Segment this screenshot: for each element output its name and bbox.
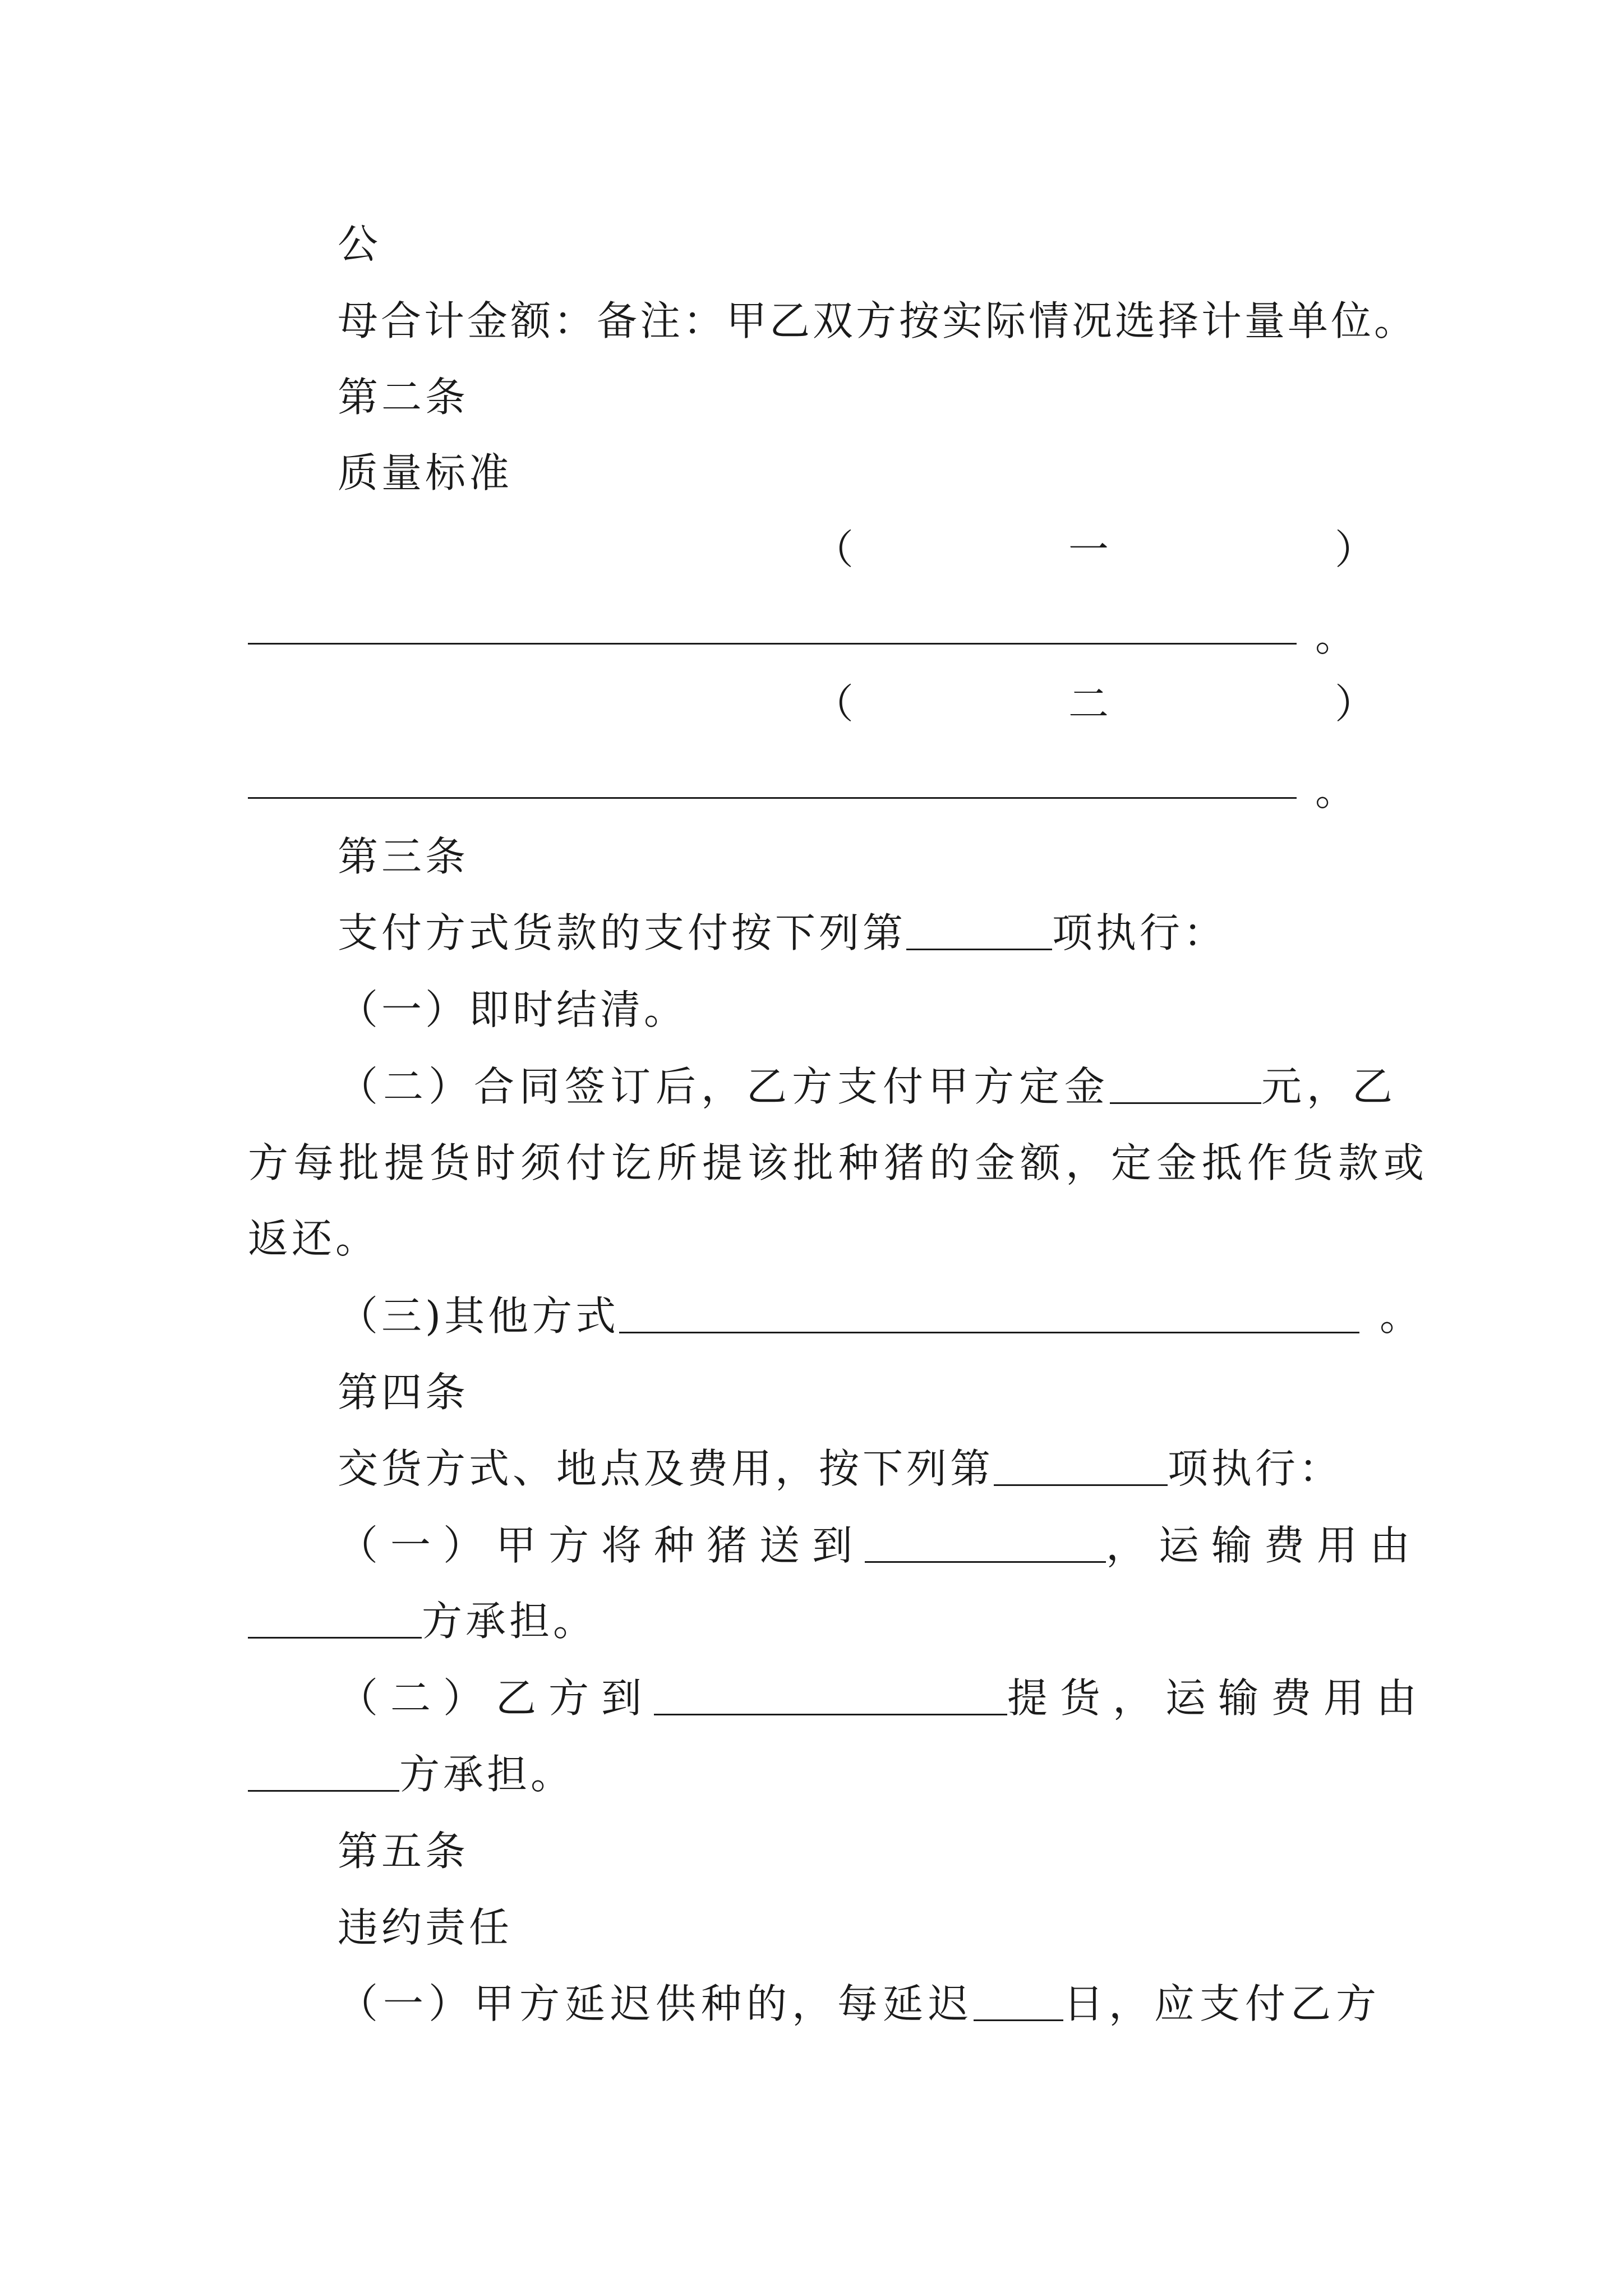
payment-option-2 (338, 1059, 1398, 1115)
quality-item-2-number (1068, 676, 1109, 732)
quality-item-2-close-paren (1335, 676, 1375, 732)
delivery-option-1-text-end: ，运输费用由 (1106, 1522, 1423, 1569)
payment-option-blank[interactable] (906, 905, 1052, 950)
payment-option-3-text: （三)其他方式 (338, 1292, 620, 1340)
delivery-option-1-text: （一）甲方将种猪送到 (338, 1522, 865, 1569)
payment-method-text-end: 项执行： (1052, 909, 1228, 956)
breach-item-1-text-end: 日，应支付乙方 (1063, 1980, 1382, 2027)
breach-item-1 (338, 1976, 1381, 2032)
article-5-title (338, 1899, 513, 1955)
article-5-heading (338, 1823, 469, 1879)
delay-days-blank[interactable] (974, 1976, 1063, 2021)
article-5-title-label: 违约责任 (338, 1904, 513, 1951)
delivery-option-1-cont (248, 1593, 597, 1649)
quality-item-1-close-paren (1335, 522, 1375, 578)
period: 。 (1380, 1292, 1421, 1340)
payment-option-2-cont (248, 1135, 1429, 1191)
delivery-option-2-text-end: 提货，运输费用由 (1007, 1674, 1430, 1722)
article-4-heading-label: 第四条 (338, 1369, 469, 1416)
quality-item-1-open-paren (813, 522, 854, 578)
deposit-amount-blank[interactable] (1110, 1059, 1261, 1104)
fragment-text-label: 公 (338, 220, 382, 268)
paren-close: ） (1335, 680, 1376, 728)
payment-option-2-text-end: 元，乙 (1261, 1063, 1398, 1110)
delivery-option-2 (338, 1670, 1429, 1726)
payment-option-1 (338, 982, 688, 1038)
article-2-heading (338, 369, 469, 425)
breach-item-1-text: （一）甲方延迟供种的，每延迟 (338, 1980, 974, 2027)
delivery-option-2-cont (248, 1746, 574, 1802)
payment-option-3-period (1380, 1288, 1420, 1344)
payment-method-text: 支付方式货款的支付按下列第 (338, 909, 907, 956)
paren-close: ） (1335, 526, 1376, 573)
total-amount-note (338, 293, 1417, 349)
article-3-heading-label: 第三条 (338, 833, 469, 880)
paren-open: （ (813, 526, 854, 573)
total-amount-note-label: 母合计金额：备注：甲乙双方按实际情况选择计量单位。 (338, 297, 1418, 344)
quality-item-2-period (1315, 763, 1355, 819)
payment-option-1-label: （一）即时结清。 (338, 986, 688, 1033)
article-2-heading-label: 第二条 (338, 374, 469, 421)
delivery-option-2-text: （二）乙方到 (338, 1674, 654, 1722)
article-2-title-label: 质量标准 (338, 449, 513, 496)
delivery-method-text-end: 项执行： (1168, 1445, 1343, 1492)
payment-option-2-end-label: 返还。 (248, 1215, 380, 1262)
article-4-heading (338, 1364, 469, 1420)
payment-option-2-cont-label: 方每批提货时须付讫所提该批种猪的金额，定金抵作货款或 (248, 1139, 1430, 1186)
delivery-option-1 (338, 1517, 1422, 1573)
article-5-heading-label: 第五条 (338, 1828, 469, 1875)
paren-open: （ (813, 680, 854, 728)
quality-item-1-number (1068, 522, 1109, 578)
quality-item-2-blank[interactable] (248, 797, 1297, 799)
payment-option-2-text: （二）合同签订后，乙方支付甲方定金 (338, 1063, 1110, 1110)
delivery-method-line (338, 1441, 1343, 1497)
quality-item-1-blank[interactable] (248, 643, 1297, 645)
delivery-1-cost-party-blank[interactable] (248, 1593, 422, 1639)
item-number: 二 (1068, 680, 1109, 728)
payment-option-2-end (248, 1211, 379, 1267)
item-number: 一 (1068, 526, 1109, 573)
delivery-option-blank[interactable] (994, 1441, 1168, 1486)
article-2-title (338, 445, 513, 501)
period: 。 (1315, 613, 1356, 660)
quality-item-1-period (1315, 609, 1355, 665)
delivery-option-1-end-label: 方承担。 (422, 1598, 597, 1645)
quality-item-2-open-paren (813, 676, 854, 732)
delivery-method-text: 交货方式、地点及费用，按下列第 (338, 1445, 994, 1492)
other-payment-blank[interactable] (619, 1288, 1359, 1333)
pickup-location-blank[interactable] (654, 1670, 1007, 1715)
delivery-option-2-end-label: 方承担。 (399, 1751, 575, 1798)
fragment-text (338, 216, 381, 272)
article-3-heading (338, 829, 469, 885)
period: 。 (1315, 767, 1356, 815)
payment-method-line (338, 905, 1227, 961)
payment-option-3 (338, 1288, 1359, 1344)
delivery-2-cost-party-blank[interactable] (248, 1746, 399, 1792)
delivery-location-blank[interactable] (865, 1517, 1106, 1563)
